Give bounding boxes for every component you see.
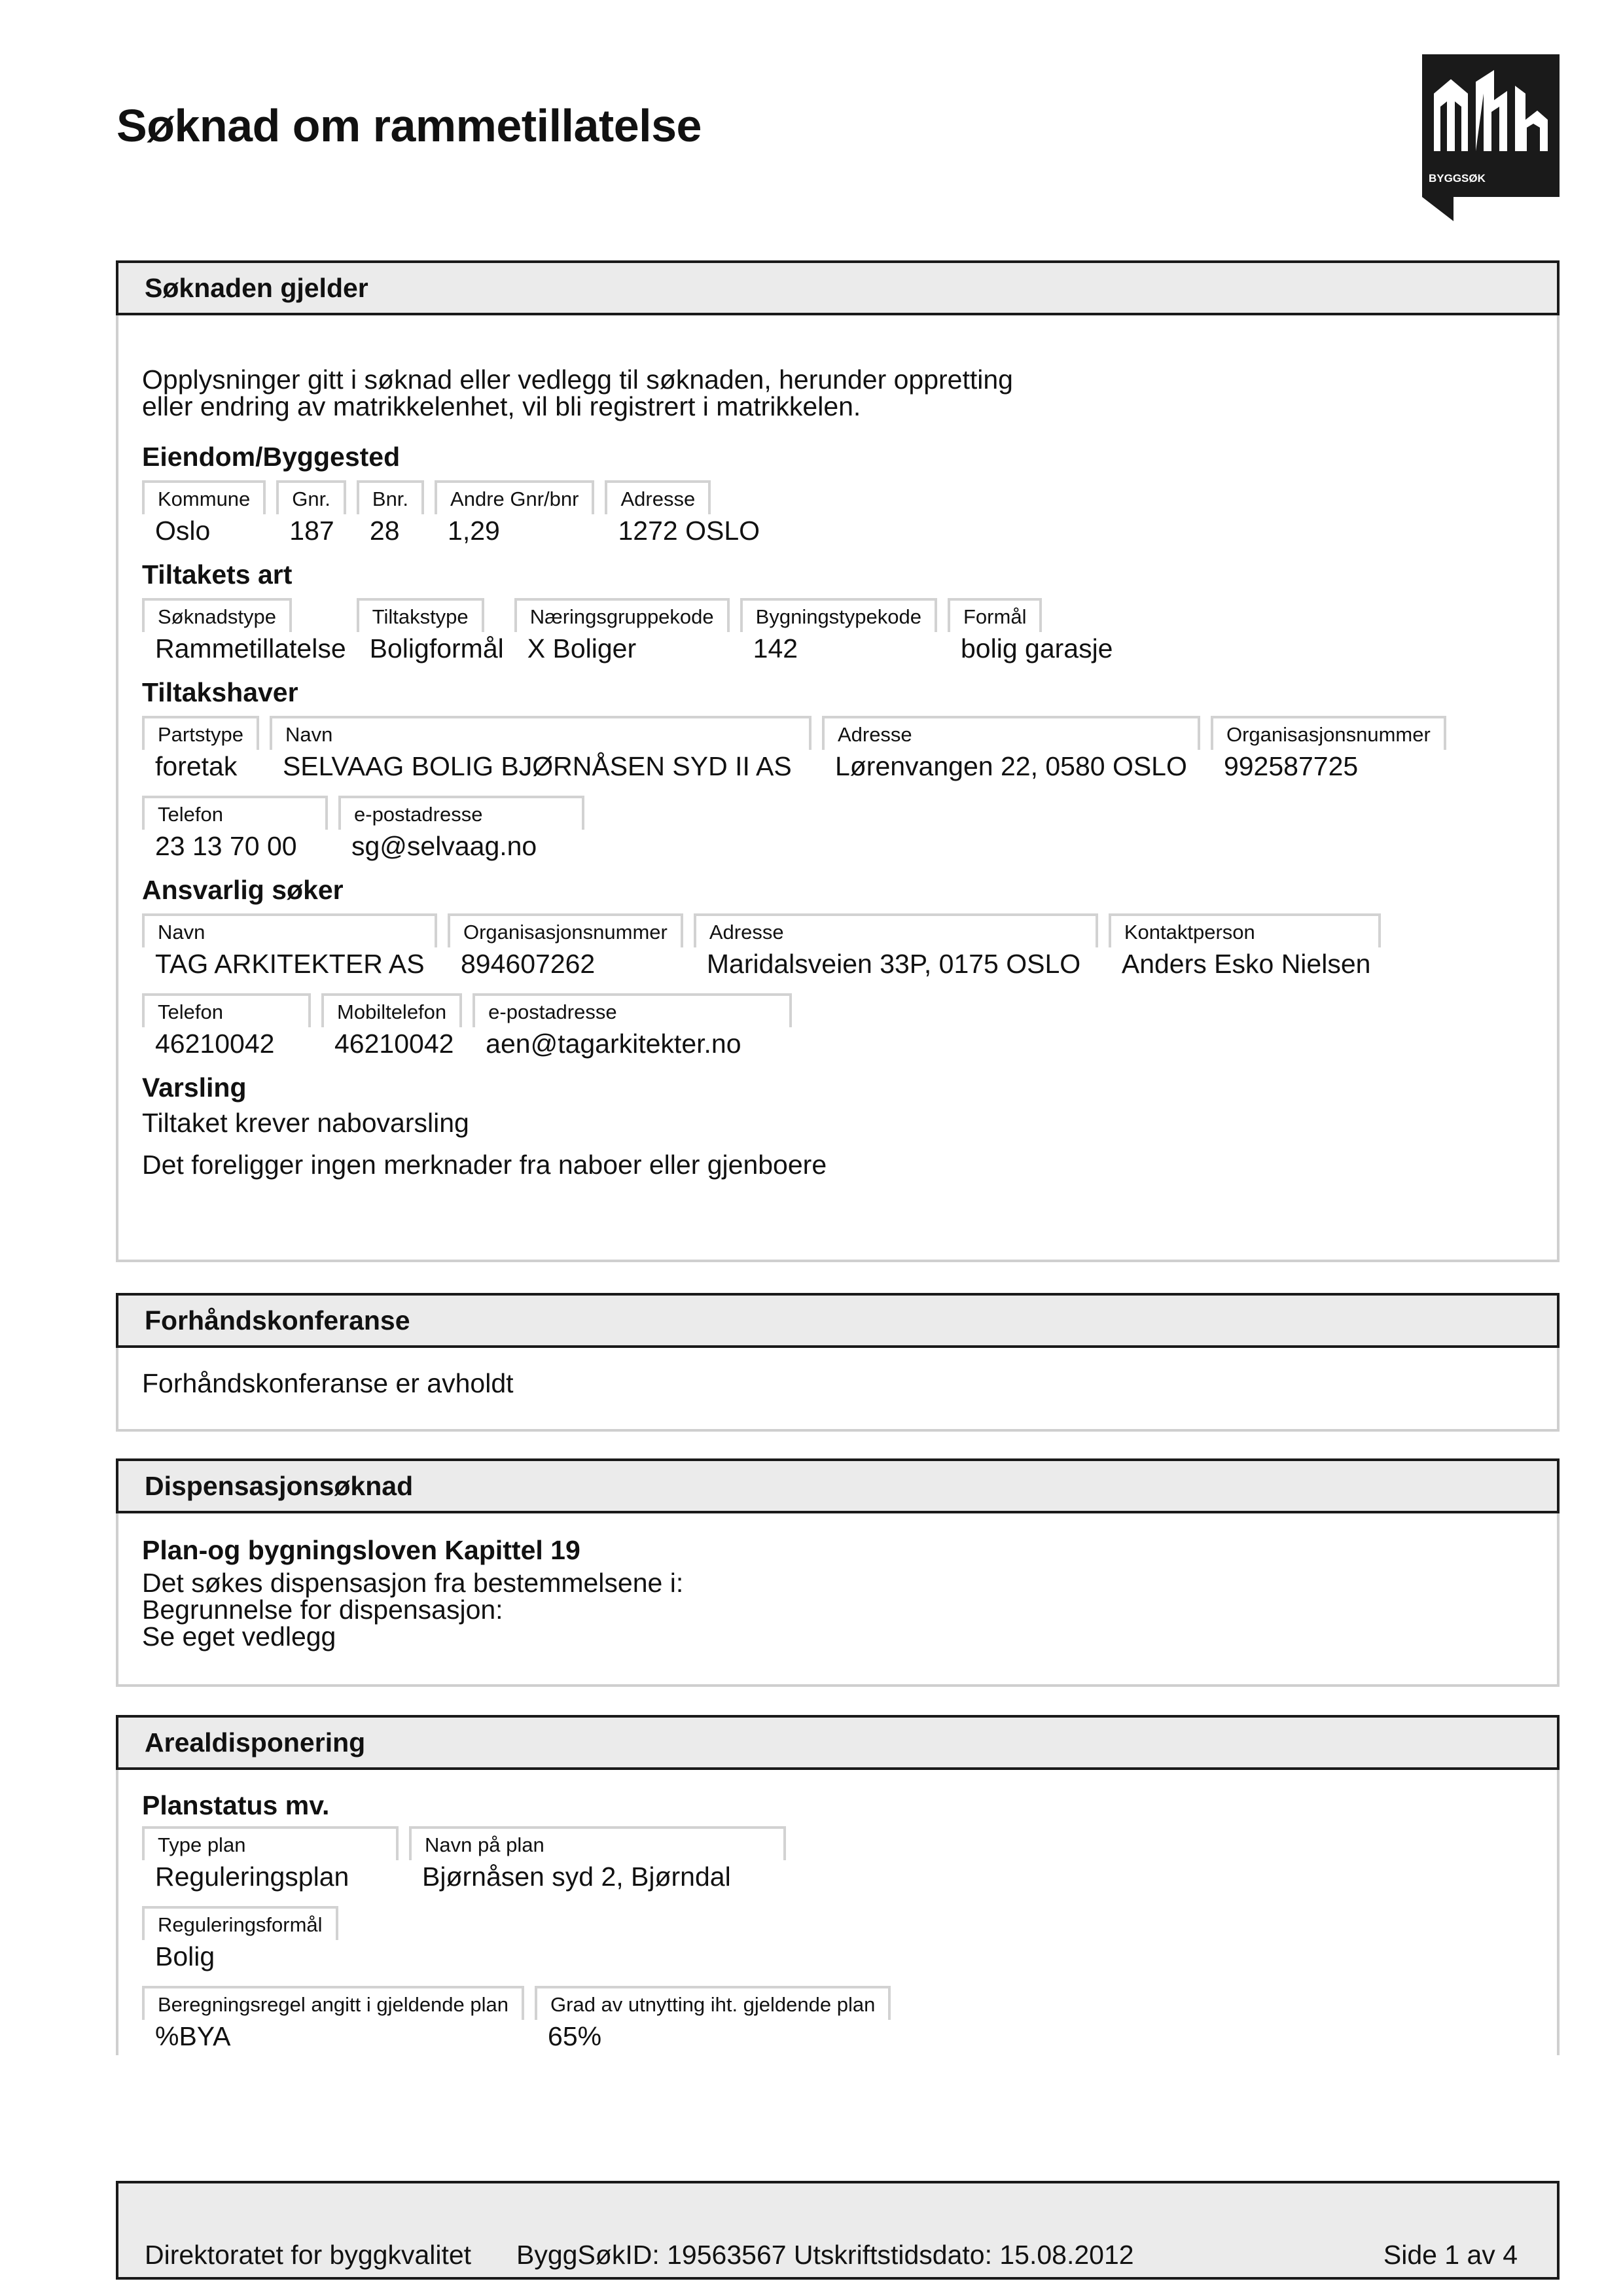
field-e-postadresse [473,993,802,1060]
field-value: bolig garasje [961,633,1113,663]
field-label: Næringsgruppekode [514,598,730,632]
tiltakshaver-heading: Tiltakshaver [142,677,298,707]
field-navn [142,913,448,980]
eiendom-heading: Eiendom/Byggested [142,442,401,472]
field-value: 894607262 [461,949,596,979]
section-forhandskonferanse [116,1293,1560,1432]
field-label: Tiltakstype [357,598,484,632]
field-value: Reguleringsplan [155,1862,349,1892]
field-label: e-postadresse [473,993,792,1027]
field-label: Telefon [142,993,311,1027]
field-label: Kontaktperson [1109,913,1381,947]
field-adresse [694,913,1109,980]
field-label: Navn på plan [409,1826,786,1860]
field-gnr [276,480,357,547]
byggsok-logo [1422,54,1560,221]
ansvarlig-soker-fields-row2 [142,993,1533,1060]
field-organisasjonsnummer [1211,716,1457,783]
field-label: Formål [948,598,1042,632]
planstatus-fields-row3 [142,1986,1533,2053]
field-label: Mobiltelefon [321,993,462,1027]
field-value: foretak [155,751,238,781]
field-label: Navn [270,716,812,750]
field-naeringsgruppekode [514,598,740,665]
field-label: Adresse [822,716,1200,750]
field-andre-gnr-bnr [435,480,605,547]
field-value: TAG ARKITEKTER AS [155,949,425,979]
field-organisasjonsnummer [448,913,694,980]
dispensasjon-line-2: Begrunnelse for dispensasjon: [142,1595,503,1625]
field-mobiltelefon [321,993,473,1060]
planstatus-fields-row2 [142,1906,1533,1973]
tiltakshaver-fields-row2 [142,796,1533,862]
field-kommune [142,480,276,547]
field-label: Partstype [142,716,259,750]
logo-text: BYGGSØK [1429,172,1486,185]
field-label: Reguleringsformål [142,1906,338,1940]
field-adresse [822,716,1211,783]
field-value: Bjørnåsen syd 2, Bjørndal [422,1862,731,1892]
field-value: Boligformål [369,633,504,663]
field-label: Adresse [694,913,1098,947]
dispensasjon-line-1: Det søkes dispensasjon fra bestemmelsene i: [142,1568,684,1598]
page-title: Søknad om rammetillatelse [116,100,702,151]
field-label: e-postadresse [338,796,584,830]
field-value: aen@tagarkitekter.no [486,1029,741,1059]
field-value: 46210042 [155,1029,275,1059]
footer-page-number: Side 1 av 4 [1383,2240,1518,2270]
tiltakets-art-fields [142,598,1533,665]
section-header: Forhåndskonferanse [116,1293,1560,1348]
tiltakets-art-heading: Tiltakets art [142,559,293,590]
section-arealdisponering [116,1715,1560,2055]
field-formal [948,598,1124,665]
section-dispensasjon [116,1458,1560,1687]
field-value: X Boliger [527,633,637,663]
field-label: Adresse [605,480,711,514]
footer-id: ByggSøkID: 19563567 Utskriftstidsdato: 15.08.2012 [516,2240,1134,2270]
field-e-postadresse [338,796,595,862]
field-value: Rammetillatelse [155,633,346,663]
field-value: %BYA [155,2021,231,2051]
field-label: Type plan [142,1826,399,1860]
field-value: 992587725 [1223,751,1359,781]
field-type-plan [142,1826,409,1893]
field-partstype [142,716,270,783]
intro-line-1: Opplysninger gitt i søknad eller vedlegg til søknaden, herunder oppretting [142,364,1013,395]
field-label: Bygningstypekode [740,598,937,632]
field-value: Lørenvangen 22, 0580 OSLO [834,751,1187,781]
planstatus-heading: Planstatus mv. [142,1790,330,1820]
varsling-line-1: Tiltaket krever nabovarsling [142,1108,469,1138]
field-value: 28 [369,516,400,546]
varsling-heading: Varsling [142,1072,247,1103]
field-label: Kommune [142,480,266,514]
field-label: Grad av utnytting iht. gjeldende plan [535,1986,891,2020]
field-value: 65% [548,2021,602,2051]
dispensasjon-line-3: Se eget vedlegg [142,1621,336,1651]
field-value: 187 [289,516,334,546]
field-value: SELVAAG BOLIG BJØRNÅSEN SYD II AS [282,751,792,781]
field-value: 142 [753,633,798,663]
field-reguleringsformal [142,1906,349,1973]
field-value: Maridalsveien 33P, 0175 OSLO [706,949,1081,979]
field-navn-pa-plan [409,1826,796,1893]
field-label: Organisasjonsnummer [1211,716,1446,750]
field-value: Bolig [155,1941,215,1971]
eiendom-fields [142,480,1533,547]
section-soknaden-gjelder [116,260,1560,1262]
field-bnr [357,480,435,547]
forhandskonferanse-text: Forhåndskonferanse er avholdt [142,1368,514,1398]
field-value: 1,29 [448,516,500,546]
field-label: Organisasjonsnummer [448,913,683,947]
field-value: 46210042 [334,1029,454,1059]
ansvarlig-soker-heading: Ansvarlig søker [142,875,344,905]
field-label: Navn [142,913,437,947]
planstatus-fields-row1 [142,1826,1533,1893]
dispensasjon-heading: Plan-og bygningsloven Kapittel 19 [142,1535,580,1565]
field-label: Beregningsregel angitt i gjeldende plan [142,1986,524,2020]
field-value: Anders Esko Nielsen [1121,949,1371,979]
field-bygningstypekode [740,598,948,665]
field-tiltakstype [357,598,514,665]
ansvarlig-soker-fields-row1 [142,913,1533,980]
section-header: Dispensasjonsøknad [116,1458,1560,1513]
field-telefon [142,796,338,862]
field-label: Søknadstype [142,598,292,632]
tiltakshaver-fields-row1 [142,716,1533,783]
field-adresse [605,480,770,547]
field-grad-av-utnytting [535,1986,901,2053]
intro-line-2: eller endring av matrikkelenhet, vil bli registrert i matrikkelen. [142,391,861,421]
section-header: Arealdisponering [116,1715,1560,1770]
field-label: Bnr. [357,480,424,514]
footer-org: Direktoratet for byggkvalitet [145,2240,472,2270]
field-telefon [142,993,321,1060]
field-navn [270,716,822,783]
field-label: Andre Gnr/bnr [435,480,594,514]
varsling-line-2: Det foreligger ingen merknader fra naboer eller gjenboere [142,1150,827,1180]
field-value: Oslo [155,516,211,546]
page-footer [116,2181,1560,2280]
field-value: 23 13 70 00 [155,831,297,861]
field-beregningsregel [142,1986,535,2053]
field-kontaktperson [1109,913,1391,980]
field-value: 1272 OSLO [618,516,760,546]
field-soknadstype [142,598,357,665]
field-label: Gnr. [276,480,346,514]
field-label: Telefon [142,796,328,830]
section-header: Søknaden gjelder [116,260,1560,315]
field-value: sg@selvaag.no [351,831,537,861]
